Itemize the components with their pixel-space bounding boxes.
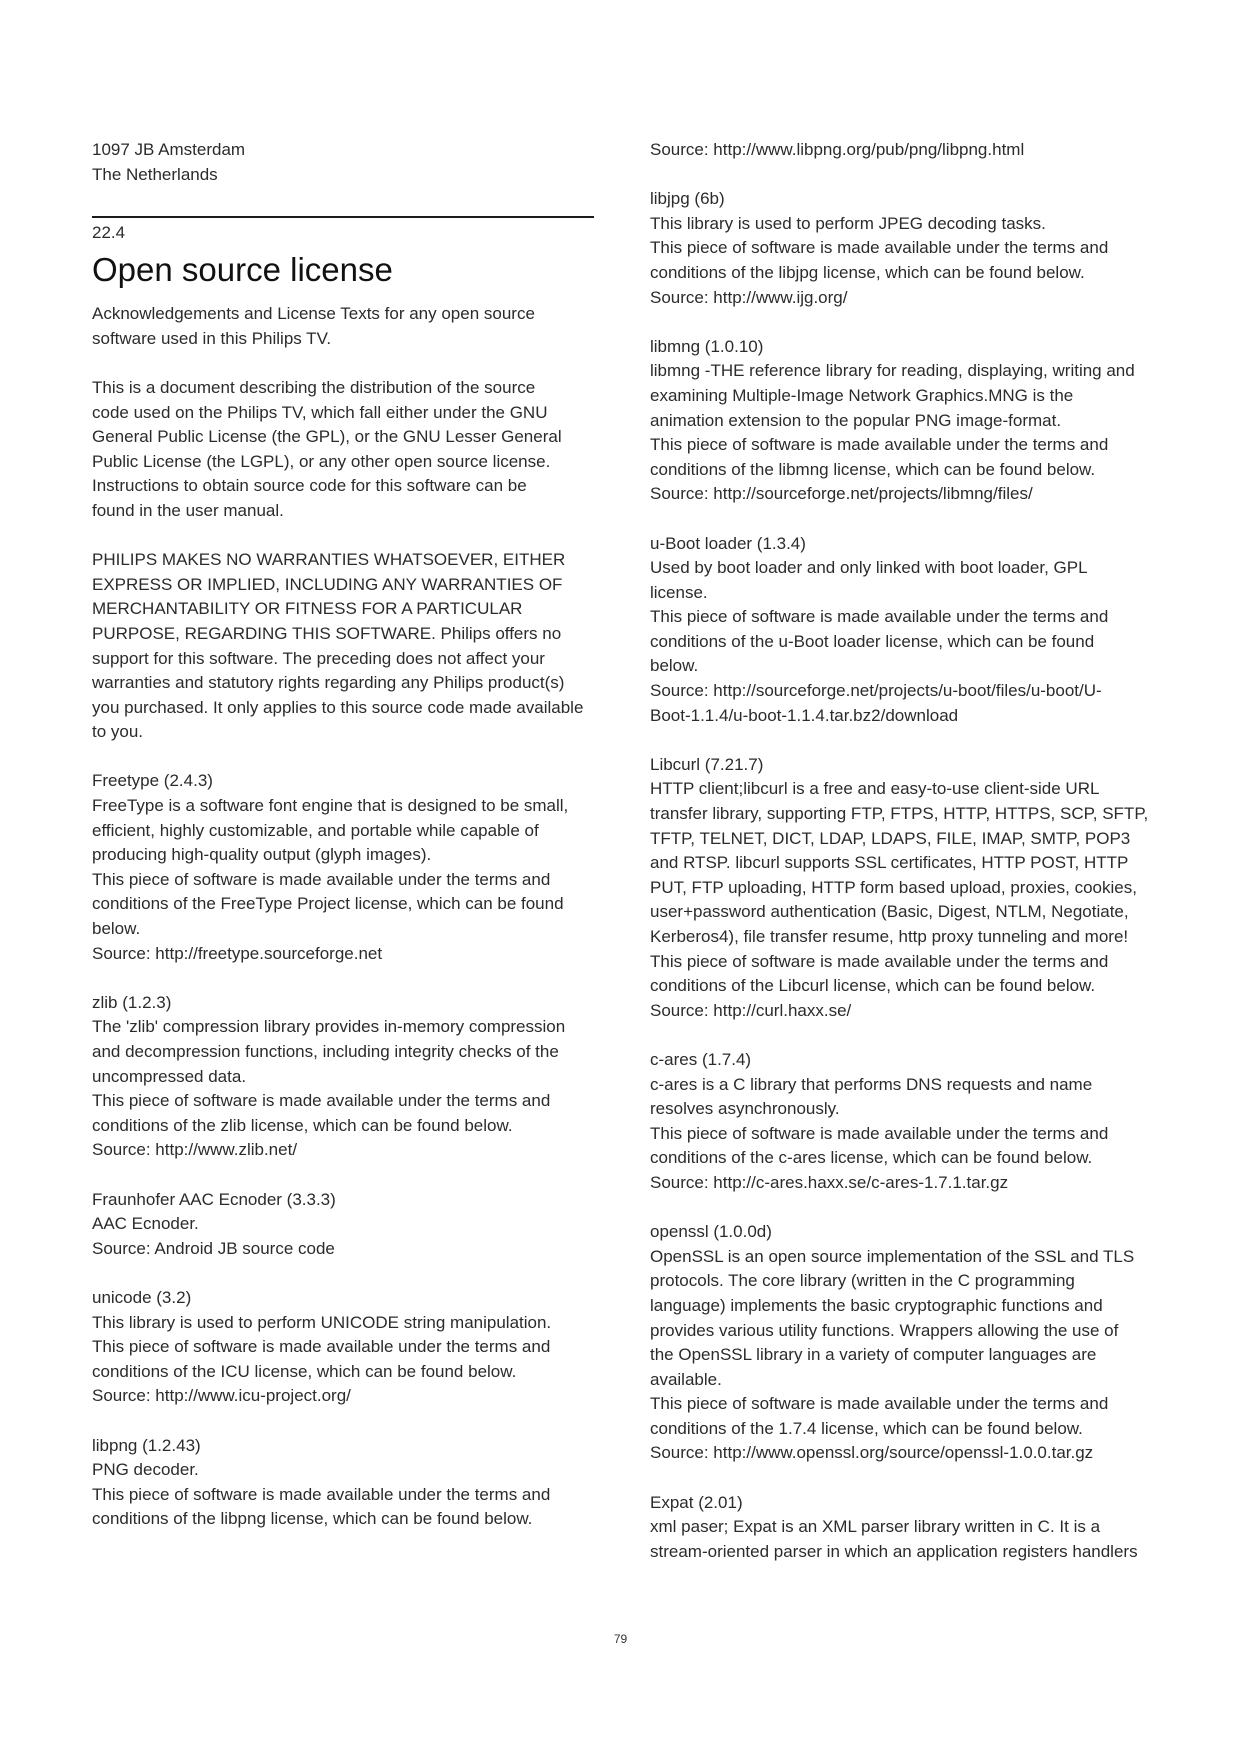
text-line: examining Multiple-Image Network Graphics.MNG is the xyxy=(650,385,1074,405)
text-line: This piece of software is made available under the terms and xyxy=(92,1337,551,1357)
license-entry-heading: openssl (1.0.0d) xyxy=(650,1222,772,1242)
paragraph-gap xyxy=(92,1163,597,1188)
license-entry xyxy=(92,1188,597,1262)
text-line: This piece of software is made available under the terms and xyxy=(650,951,1109,971)
text-line: TFTP, TELNET, DICT, LDAP, LDAPS, FILE, IMAP, SMTP, POP3 xyxy=(650,828,1131,848)
text-line: Instructions to obtain source code for this software can be xyxy=(92,476,527,496)
text-line: PUT, FTP uploading, HTTP form based upload, proxies, cookies, xyxy=(650,877,1137,897)
text-line: Source: http://www.openssl.org/source/openssl-1.0.0.tar.gz xyxy=(650,1443,1094,1463)
text-line: support for this software. The preceding does not affect your xyxy=(92,648,545,668)
license-entry xyxy=(650,753,1160,1024)
text-line: transfer library, supporting FTP, FTPS, HTTP, HTTPS, SCP, SFTP, xyxy=(650,804,1149,824)
text-line: animation extension to the popular PNG image-format. xyxy=(650,410,1062,430)
intro-paragraph xyxy=(92,302,597,351)
paragraph-gap xyxy=(92,1261,597,1286)
license-entry-heading: unicode (3.2) xyxy=(92,1287,192,1307)
text-line: This piece of software is made available under the terms and xyxy=(92,1091,551,1111)
paragraph-gap xyxy=(92,524,597,549)
text-line: Boot-1.1.4/u-boot-1.1.4.tar.bz2/download xyxy=(650,705,959,725)
text-line: Source: http://curl.haxx.se/ xyxy=(650,1000,852,1020)
license-entries-right xyxy=(650,138,1160,1564)
paragraph-gap xyxy=(92,351,597,376)
license-entry xyxy=(650,1491,1160,1565)
text-line: resolves asynchronously. xyxy=(650,1099,840,1119)
text-line: Source: http://www.ijg.org/ xyxy=(650,287,848,307)
license-entry xyxy=(650,138,1160,163)
text-line: This library is used to perform JPEG decoding tasks. xyxy=(650,213,1046,233)
text-line: uncompressed data. xyxy=(92,1066,247,1086)
paragraph-gap xyxy=(650,728,1160,753)
text-line: protocols. The core library (written in the C programming xyxy=(650,1271,1075,1291)
address-block xyxy=(92,138,597,187)
text-line: efficient, highly customizable, and portable while capable of xyxy=(92,820,539,840)
paragraph-gap xyxy=(92,1409,597,1434)
text-line: conditions of the u-Boot loader license, which can be found xyxy=(650,631,1095,651)
license-entry xyxy=(650,532,1160,729)
text-line: language) implements the basic cryptographic functions and xyxy=(650,1295,1103,1315)
text-line: conditions of the ICU license, which can be found below. xyxy=(92,1361,517,1381)
license-entry-heading: Expat (2.01) xyxy=(650,1492,743,1512)
text-line: EXPRESS OR IMPLIED, INCLUDING ANY WARRANTIES OF xyxy=(92,574,563,594)
text-line: This library is used to perform UNICODE string manipulation. xyxy=(92,1312,552,1332)
page-number: 79 xyxy=(613,1632,628,1646)
text-line: software used in this Philips TV. xyxy=(92,328,332,348)
text-line: Source: http://www.icu-project.org/ xyxy=(92,1386,351,1406)
license-entry xyxy=(650,187,1160,310)
license-entry xyxy=(650,1048,1160,1196)
license-entry xyxy=(650,1220,1160,1466)
text-line: Source: Android JB source code xyxy=(92,1238,335,1258)
text-line: xml paser; Expat is an XML parser library written in C. It is a xyxy=(650,1517,1101,1537)
text-line: Public License (the LGPL), or any other open source license. xyxy=(92,451,551,471)
text-line: This piece of software is made available under the terms and xyxy=(650,607,1109,627)
intro-paragraphs xyxy=(92,302,597,745)
text-line: The 'zlib' compression library provides in-memory compression xyxy=(92,1017,566,1037)
license-entry-heading: libpng (1.2.43) xyxy=(92,1435,201,1455)
license-entry-heading: Libcurl (7.21.7) xyxy=(650,754,764,774)
text-line: and RTSP. libcurl supports SSL certificates, HTTP POST, HTTP xyxy=(650,853,1129,873)
license-entry xyxy=(92,991,597,1163)
text-line: General Public License (the GPL), or the GNU Lesser General xyxy=(92,427,562,447)
text-line: This is a document describing the distribution of the source xyxy=(92,377,536,397)
text-line: This piece of software is made available under the terms and xyxy=(650,1123,1109,1143)
license-entry xyxy=(650,335,1160,507)
text-line: Source: http://freetype.sourceforge.net xyxy=(92,943,383,963)
text-line: conditions of the Libcurl license, which can be found below. xyxy=(650,976,1096,996)
text-line: PHILIPS MAKES NO WARRANTIES WHATSOEVER, EITHER xyxy=(92,550,566,570)
text-line: Source: http://c-ares.haxx.se/c-ares-1.7.1.tar.gz xyxy=(650,1172,1009,1192)
text-line: below. xyxy=(650,656,699,676)
text-line: below. xyxy=(92,919,141,939)
text-line: This piece of software is made available under the terms and xyxy=(650,238,1109,258)
paragraph-gap xyxy=(650,1466,1160,1491)
text-line: conditions of the zlib license, which can be found below. xyxy=(92,1115,513,1135)
license-entry-heading: u-Boot loader (1.3.4) xyxy=(650,533,806,553)
text-line: conditions of the 1.7.4 license, which can be found below. xyxy=(650,1418,1083,1438)
text-line: OpenSSL is an open source implementation of the SSL and TLS xyxy=(650,1246,1135,1266)
text-line: provides various utility functions. Wrappers allowing the use of xyxy=(650,1320,1119,1340)
text-line: and decompression functions, including integrity checks of the xyxy=(92,1042,559,1061)
address-line: 1097 JB Amsterdam xyxy=(92,140,246,159)
license-entry-heading: Freetype (2.4.3) xyxy=(92,771,213,791)
text-line: Source: http://sourceforge.net/projects/u-boot/files/u-boot/U- xyxy=(650,681,1102,701)
license-entry-heading: libjpg (6b) xyxy=(650,189,725,209)
paragraph-gap xyxy=(92,745,597,770)
paragraph-gap xyxy=(650,507,1160,532)
text-line: c-ares is a C library that performs DNS requests and name xyxy=(650,1074,1093,1094)
text-line: libmng -THE reference library for reading, displaying, writing and xyxy=(650,361,1135,381)
intro-paragraph xyxy=(92,376,597,524)
text-line: This piece of software is made available under the terms and xyxy=(650,1394,1109,1414)
text-line: conditions of the libmng license, which can be found below. xyxy=(650,459,1096,479)
text-line: MERCHANTABILITY OR FITNESS FOR A PARTICULAR xyxy=(92,599,523,619)
paragraph-gap xyxy=(650,310,1160,335)
text-line: user+password authentication (Basic, Digest, NTLM, Negotiate, xyxy=(650,902,1129,922)
text-line: conditions of the libpng license, which can be found below. xyxy=(92,1509,533,1529)
license-entry-heading: Source: http://www.libpng.org/pub/png/libpng.html xyxy=(650,140,1025,159)
section-divider xyxy=(92,216,594,218)
text-line: This piece of software is made available under the terms and xyxy=(92,1484,551,1504)
text-line: AAC Ecnoder. xyxy=(92,1214,199,1234)
text-line: PURPOSE, REGARDING THIS SOFTWARE. Philips offers no xyxy=(92,623,562,643)
paragraph-gap xyxy=(92,966,597,991)
text-line: the OpenSSL library in a variety of computer languages are xyxy=(650,1345,1097,1365)
text-line: PNG decoder. xyxy=(92,1460,199,1480)
text-line: producing high-quality output (glyph images). xyxy=(92,845,432,865)
text-line: code used on the Philips TV, which fall either under the GNU xyxy=(92,402,548,422)
text-line: FreeType is a software font engine that is designed to be small, xyxy=(92,796,569,816)
address-line: The Netherlands xyxy=(92,164,218,184)
text-line: warranties and statutory rights regarding any Philips product(s) xyxy=(92,673,565,693)
paragraph-gap xyxy=(650,1196,1160,1221)
section-number: 22.4 xyxy=(92,223,126,243)
text-line: Acknowledgements and License Texts for any open source xyxy=(92,304,535,324)
license-entry-heading: libmng (1.0.10) xyxy=(650,336,764,356)
text-line: license. xyxy=(650,582,708,602)
text-line: stream-oriented parser in which an application registers handlers xyxy=(650,1541,1138,1561)
right-column xyxy=(650,138,1160,1564)
license-entry xyxy=(92,1286,597,1409)
text-line: Kerberos4), file transfer resume, http proxy tunneling and more! xyxy=(650,927,1129,946)
text-line: Used by boot loader and only linked with boot loader, GPL xyxy=(650,558,1088,578)
license-entry xyxy=(92,769,597,966)
license-entry-heading: Fraunhofer AAC Ecnoder (3.3.3) xyxy=(92,1189,336,1209)
text-line: found in the user manual. xyxy=(92,500,284,520)
text-line: HTTP client;libcurl is a free and easy-to-use client-side URL xyxy=(650,779,1100,799)
intro-paragraph xyxy=(92,548,597,745)
text-line: conditions of the c-ares license, which can be found below. xyxy=(650,1148,1093,1168)
left-column xyxy=(92,138,597,1532)
text-line: Source: http://sourceforge.net/projects/libmng/files/ xyxy=(650,484,1033,504)
text-line: to you. xyxy=(92,722,144,742)
text-line: you purchased. It only applies to this source code made available xyxy=(92,697,584,717)
paragraph-gap xyxy=(650,163,1160,188)
license-entry xyxy=(92,1434,597,1532)
text-line: Source: http://www.zlib.net/ xyxy=(92,1140,298,1160)
section-title: Open source license xyxy=(92,251,393,289)
text-line: This piece of software is made available under the terms and xyxy=(92,869,551,889)
license-entries-left xyxy=(92,769,597,1531)
text-line: This piece of software is made available under the terms and xyxy=(650,435,1109,455)
text-line: available. xyxy=(650,1369,722,1389)
text-line: conditions of the libjpg license, which can be found below. xyxy=(650,262,1085,282)
license-entry-heading: zlib (1.2.3) xyxy=(92,992,172,1012)
text-line: conditions of the FreeType Project license, which can be found xyxy=(92,894,564,914)
license-entry-heading: c-ares (1.7.4) xyxy=(650,1049,752,1069)
paragraph-gap xyxy=(650,1023,1160,1048)
